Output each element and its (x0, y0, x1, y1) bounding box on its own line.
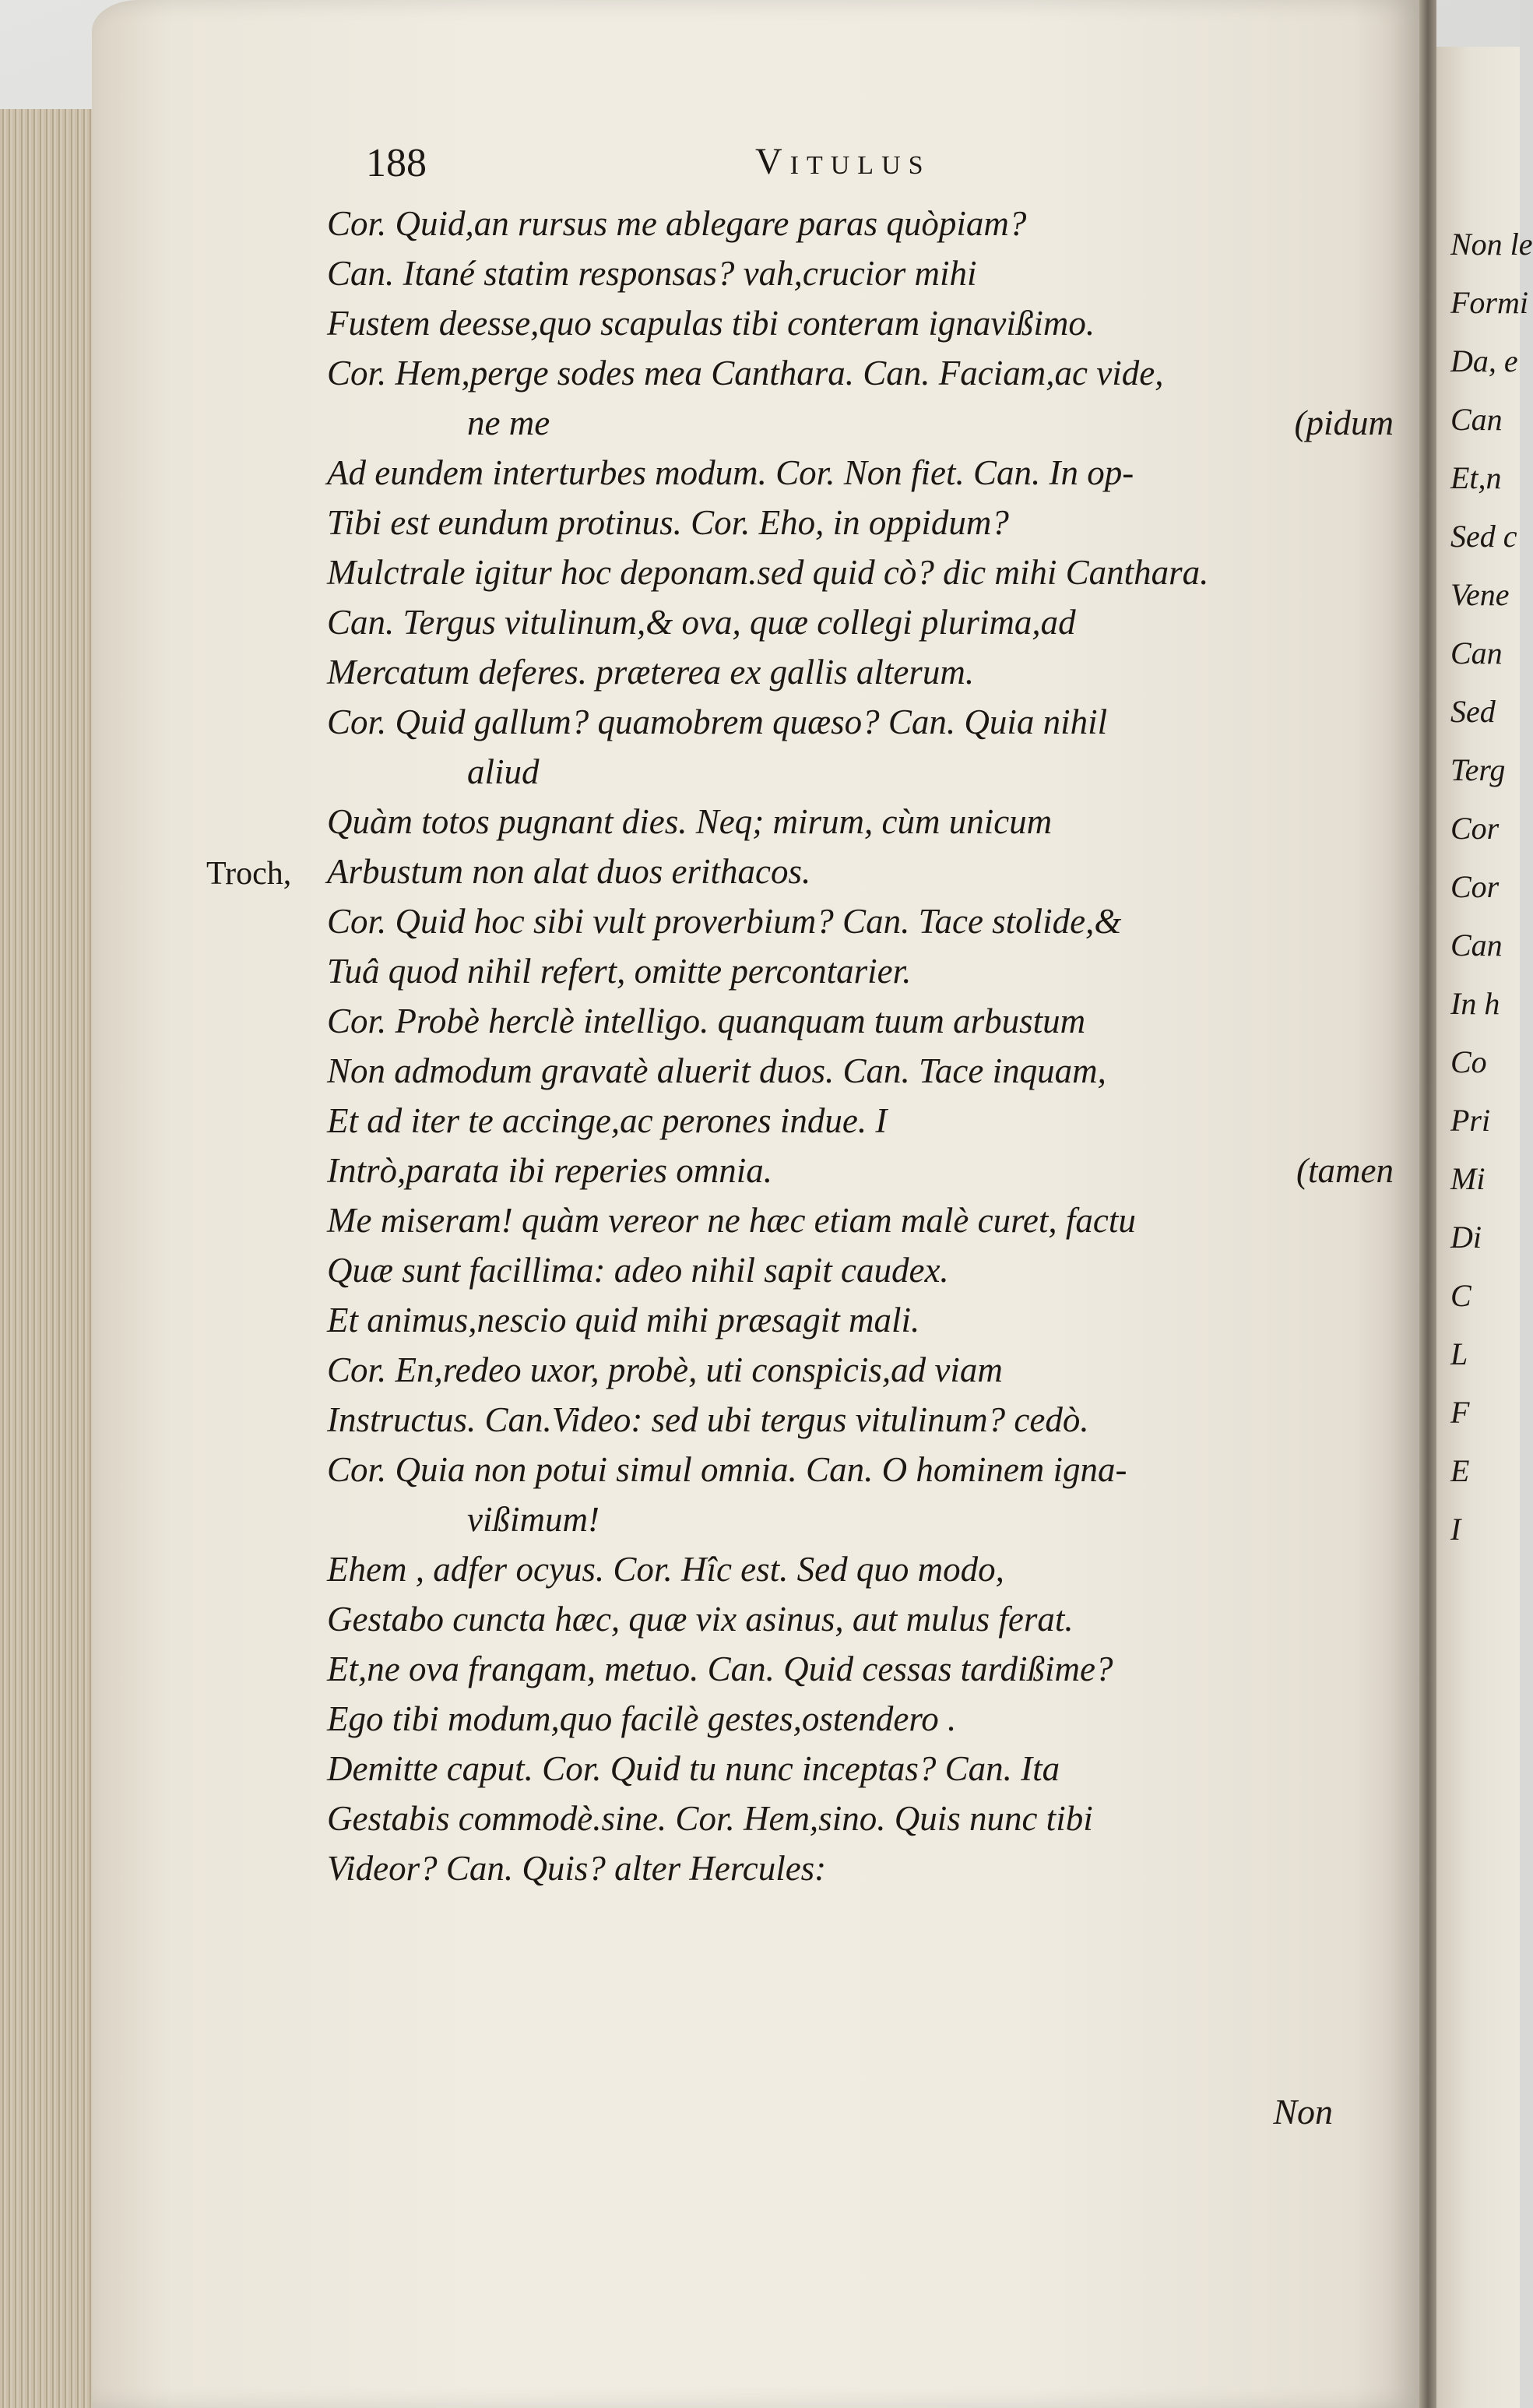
text-line: Et animus,nescio quid mihi præsagit mali. (327, 1301, 920, 1340)
right-page-line: F (1450, 1395, 1470, 1430)
book-gutter (1419, 0, 1436, 2408)
text-line: ne me (pidum (327, 398, 1394, 448)
right-page-line: Can (1450, 635, 1503, 671)
right-page-line: Terg (1450, 752, 1506, 787)
right-page-line: Sed c (1450, 519, 1517, 554)
right-page-line: Formi (1450, 285, 1528, 320)
text-line: Ehem , adfer ocyus. Cor. Hîc est. Sed quo modo, (327, 1550, 1004, 1589)
text-line: Quæ sunt facillima: adeo nihil sapit caudex. (327, 1251, 949, 1290)
right-page-line: Cor (1450, 869, 1500, 904)
right-page-line: Co (1450, 1044, 1487, 1079)
text-line: Et,ne ova frangam, metuo. Can. Quid cessas tardißime? (327, 1649, 1113, 1688)
right-page-line: I (1450, 1512, 1461, 1547)
text-line: Me miseram! quàm vereor ne hæc etiam malè curet, factu (327, 1201, 1136, 1240)
text-line: Gestabis commodè.sine. Cor. Hem,sino. Quis nunc tibi (327, 1799, 1093, 1838)
text-line: vißimum! (467, 1500, 599, 1539)
right-page-line: Mi (1450, 1161, 1486, 1196)
text-line: Gestabo cuncta hæc, quæ vix asinus, aut mulus ferat. (327, 1600, 1074, 1639)
text-line: Can. Tergus vitulinum,& ova, quæ collegi plurima,ad (327, 603, 1076, 642)
page-edges (0, 109, 103, 2408)
page-header (366, 140, 1378, 195)
text-line: aliud (467, 752, 540, 791)
text-block (327, 199, 1394, 1893)
text-line: Demitte caput. Cor. Quid tu nunc inceptas? Can. Ita (327, 1749, 1060, 1788)
text-line: Mulctrale igitur hoc deponam.sed quid cò? dic mihi Canthara. (327, 553, 1209, 592)
text-line: Cor. Quid hoc sibi vult proverbium? Can. Tace stolide,& (327, 902, 1122, 941)
bracket-note: (tamen (1296, 1151, 1394, 1190)
right-page-line: Vene (1450, 577, 1510, 612)
right-page-line: Di (1450, 1220, 1482, 1255)
text-line: Can. Itané statim responsas? vah,crucior mihi (327, 254, 977, 293)
right-page-line: Sed (1450, 694, 1496, 729)
text-line: Ad eundem interturbes modum. Cor. Non fiet. Can. In op- (327, 453, 1134, 492)
text-line: Arbustum non alat duos erithacos. (327, 852, 811, 891)
text-line: Tuâ quod nihil refert, omitte percontarier. (327, 952, 912, 991)
text-line: Tibi est eundum protinus. Cor. Eho, in oppidum? (327, 503, 1009, 542)
right-page-line: C (1450, 1278, 1471, 1313)
text-line: Mercatum deferes. præterea ex gallis alterum. (327, 653, 975, 692)
text-line: Non admodum gravatè aluerit duos. Can. Tace inquam, (327, 1051, 1106, 1090)
text-line: Instructus. Can.Video: sed ubi tergus vitulinum? cedò. (327, 1400, 1089, 1439)
text-line: Et ad iter te accinge,ac perones indue. I (327, 1101, 888, 1140)
text-line: Cor. Quid gallum? quamobrem quæso? Can. Quia nihil (327, 702, 1108, 741)
right-page-line: Non le (1450, 227, 1533, 262)
text-line: Cor. Hem,perge sodes mea Canthara. Can. Faciam,ac vide, (327, 354, 1164, 393)
catchword: Non (1273, 2092, 1333, 2132)
right-page-line: Pri (1450, 1103, 1491, 1138)
right-page-line: E (1450, 1453, 1470, 1488)
text-line: Cor. Quia non potui simul omnia. Can. O hominem igna- (327, 1450, 1127, 1489)
right-page-line: L (1450, 1336, 1468, 1371)
text-line: Fustem deesse,quo scapulas tibi conteram ignavißimo. (327, 304, 1095, 343)
text-line: Cor. Quid,an rursus me ablegare paras quòpiam? (327, 204, 1027, 243)
text-line: Cor. Probè herclè intelligo. quanquam tuum arbustum (327, 1002, 1086, 1040)
text-line: Cor. En,redeo uxor, probè, uti conspicis,ad viam (327, 1350, 1003, 1389)
text-line: Videor? Can. Quis? alter Hercules: (327, 1849, 827, 1888)
page-number: 188 (366, 141, 427, 185)
margin-note-troch: Troch, (206, 856, 292, 892)
right-page-line: Cor (1450, 811, 1500, 846)
right-page-fragment (1436, 47, 1533, 2408)
text-line: Intrò,parata ibi reperies omnia. (tamen (327, 1146, 1394, 1195)
right-page-line: Da, e (1450, 343, 1518, 378)
text-line: Ego tibi modum,quo facilè gestes,ostendero . (327, 1699, 957, 1738)
right-page-line: Et,n (1450, 460, 1502, 495)
right-page-line: In h (1450, 986, 1500, 1021)
right-page-line: Can (1450, 928, 1503, 963)
right-page-line: Can (1450, 402, 1503, 437)
text-line: Quàm totos pugnant dies. Neq; mirum, cùm unicum (327, 802, 1053, 841)
bracket-note: (pidum (1294, 403, 1394, 442)
running-title: Vitulus (755, 141, 931, 182)
